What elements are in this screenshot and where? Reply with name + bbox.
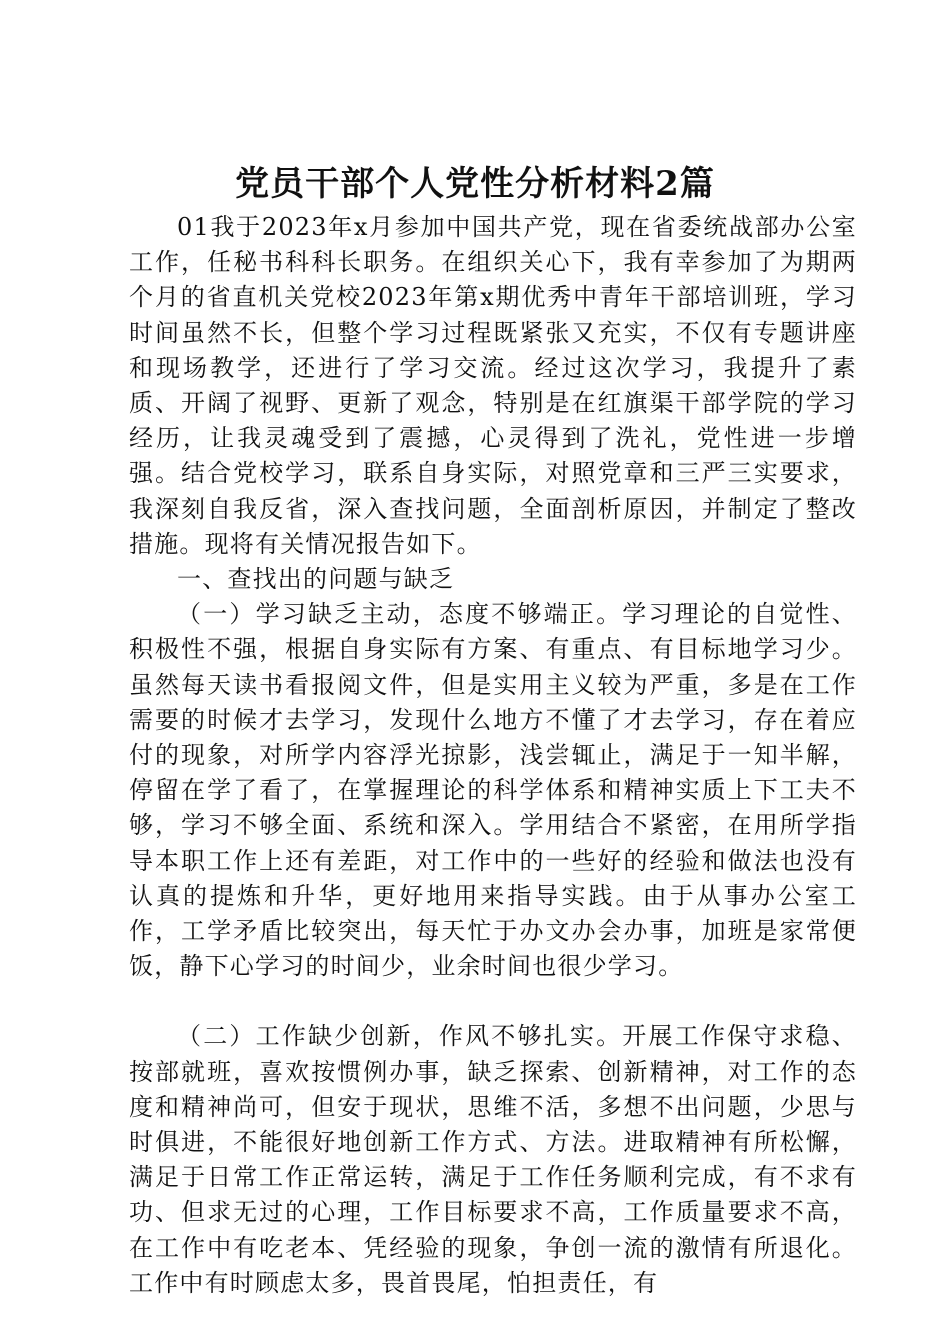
paragraph-intro: 01我于2023年x月参加中国共产党，现在省委统战部办公室工作，任秘书科科长职务。在组织关心下，我有幸参加了为期两个月的省直机关党校2023年第x期优秀中青年干部培训班，学习时间虽然不长，但整个学习过程既紧张又充实，不仅有专题讲座和现场教学，还进行了学习交流。经过这次学习，我提升了素质、开阔了视野、更新了观念，特别是在红旗渠干部学院的学习经历，让我灵魂受到了震撼，心灵得到了洗礼，党性进一步增强。结合党校学习，联系自身实际，对照党章和三严三实要求，我深刻自我反省，深入查找问题，全面剖析原因，并制定了整改措施。现将有关情况报告如下。 [129, 213, 857, 558]
document-body [129, 210, 857, 1301]
document-title: 党员干部个人党性分析材料2篇 [235, 164, 715, 204]
paragraph-problem-1: （一）学习缺乏主动，态度不够端正。学习理论的自觉性、积极性不强，根据自身实际有方案、有重点、有目标地学习少。虽然每天读书看报阅文件，但是实用主义较为严重，多是在工作需要的时候才去学习，发现什么地方不懂了才去学习，存在着应付的现象，对所学内容浮光掠影，浅尝辄止，满足于一知半解，停留在学了看了，在掌握理论的科学体系和精神实质上下工夫不够，学习不够全面、系统和深入。学用结合不紧密，在用所学指导本职工作上还有差距，对工作中的一些好的经验和做法也没有认真的提炼和升华，更好地用来指导实践。由于从事办公室工作，工学矛盾比较突出，每天忙于办文办会办事，加班是家常便饭，静下心学习的时间少，业余时间也很少学习。 [129, 600, 857, 981]
section-heading: 一、查找出的问题与缺乏 [177, 565, 455, 594]
paragraph-problem-2: （二）工作缺少创新，作风不够扎实。开展工作保守求稳、按部就班，喜欢按惯例办事，缺乏探索、创新精神，对工作的态度和精神尚可，但安于现状，思维不活，多想不出问题，少思与时俱进，不能很好地创新工作方式、方法。进取精神有所松懈，满足于日常工作正常运转，满足于工作任务顺利完成，有不求有功、但求无过的心理，工作目标要求不高，工作质量要求不高，在工作中有吃老本、凭经验的现象，争创一流的激情有所退化。工作中有时顾虑太多，畏首畏尾，怕担责任，有 [129, 1022, 857, 1297]
